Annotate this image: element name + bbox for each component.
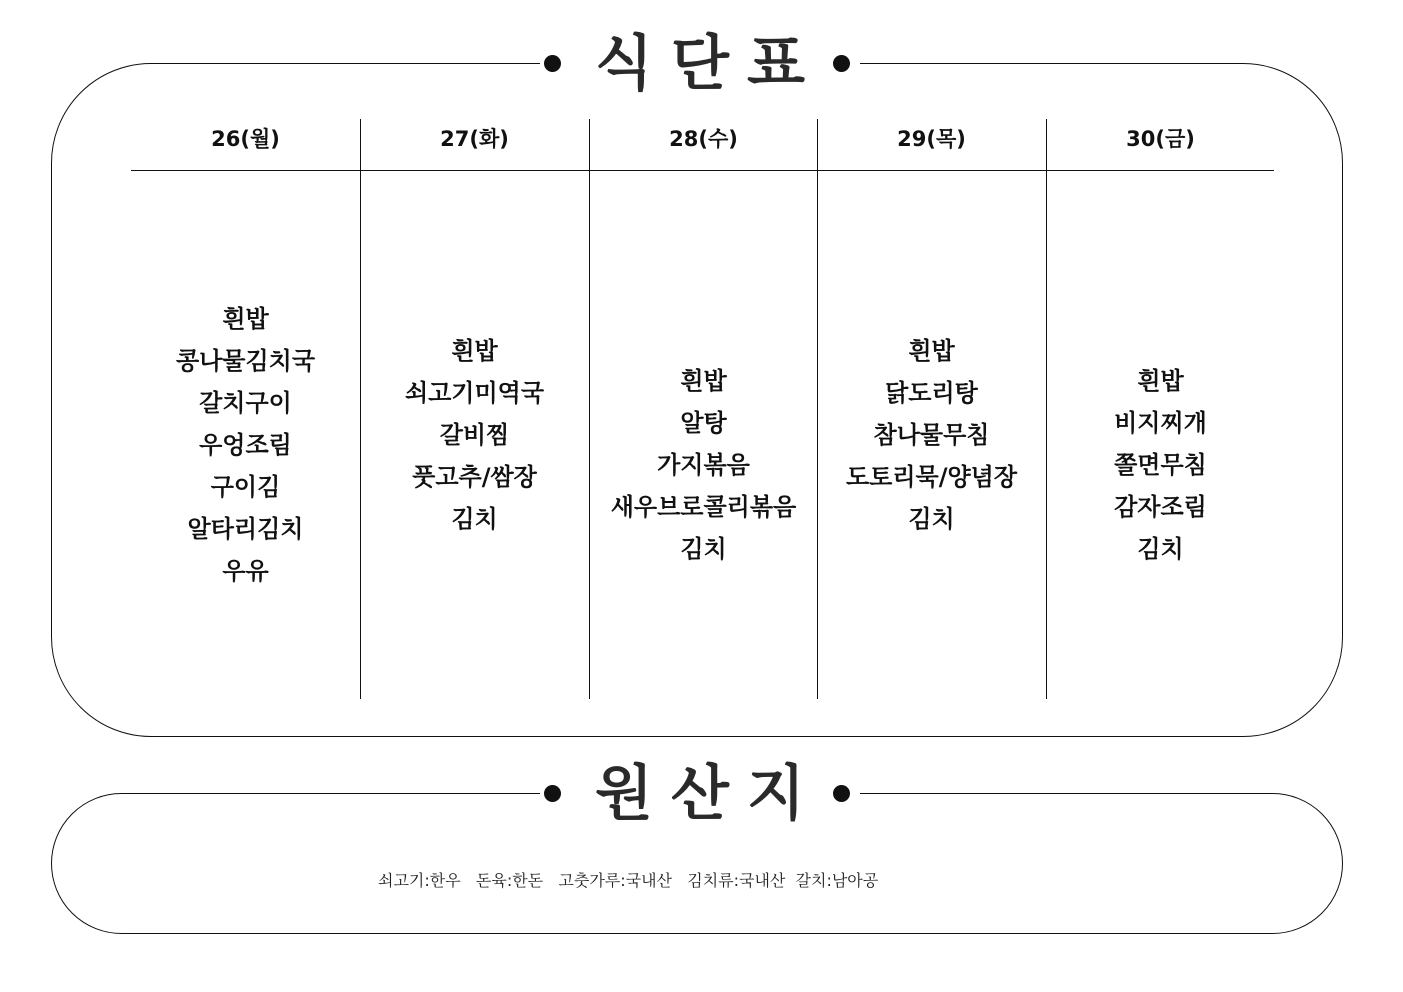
menu-item: 흰밥 [451, 337, 498, 365]
menu-item: 콩나물김치국 [175, 347, 316, 375]
day-header-thu: 29(목) [897, 127, 966, 151]
menu-item: 알타리김치 [187, 515, 304, 543]
menu-item: 구이김 [210, 473, 281, 501]
menu-item: 김치 [908, 505, 955, 533]
day-menu-mon [131, 186, 360, 704]
menu-item: 감자조림 [1114, 493, 1207, 521]
menu-item: 흰밥 [222, 305, 269, 333]
origin-info: 쇠고기:한우 돈육:한돈 고춧가루:국내산 김치류:국내산 갈치:남아공 [378, 871, 879, 890]
title-dot-right [833, 785, 850, 802]
header-divider [131, 170, 1274, 171]
day-menu-thu [817, 176, 1046, 694]
menu-item: 쇠고기미역국 [404, 379, 545, 407]
menu-item: 김치 [680, 535, 727, 563]
title-dot-right [833, 55, 850, 72]
origin-title: 원산지 [595, 759, 823, 829]
menu-item: 쫄면무침 [1114, 451, 1207, 479]
origin-title-area [540, 759, 860, 829]
menu-item: 도토리묵/양념장 [845, 463, 1018, 491]
menu-title: 식단표 [595, 29, 823, 99]
menu-item: 알탕 [680, 409, 727, 437]
menu-item: 비지찌개 [1114, 409, 1207, 437]
day-menu-fri [1046, 206, 1275, 724]
menu-item: 흰밥 [908, 337, 955, 365]
menu-item: 김치 [1137, 535, 1184, 563]
day-menu-tue [360, 176, 589, 694]
day-header-mon: 26(월) [211, 127, 280, 151]
menu-item: 갈비찜 [439, 421, 510, 449]
menu-item: 우유 [222, 557, 269, 585]
menu-item: 우엉조림 [199, 431, 292, 459]
menu-item: 새우브로콜리볶음 [610, 493, 797, 521]
menu-item: 참나물무침 [873, 421, 990, 449]
menu-item: 흰밥 [680, 367, 727, 395]
menu-title-area [540, 29, 860, 99]
menu-item: 흰밥 [1137, 367, 1184, 395]
menu-item: 가지볶음 [657, 451, 750, 479]
menu-item: 풋고추/쌈장 [412, 463, 537, 491]
day-menu-wed [589, 206, 818, 724]
menu-item: 김치 [451, 505, 498, 533]
day-header-wed: 28(수) [669, 127, 738, 151]
day-header-fri: 30(금) [1126, 127, 1195, 151]
day-header-tue: 27(화) [440, 127, 509, 151]
menu-item: 닭도리탕 [885, 379, 978, 407]
menu-item: 갈치구이 [199, 389, 292, 417]
